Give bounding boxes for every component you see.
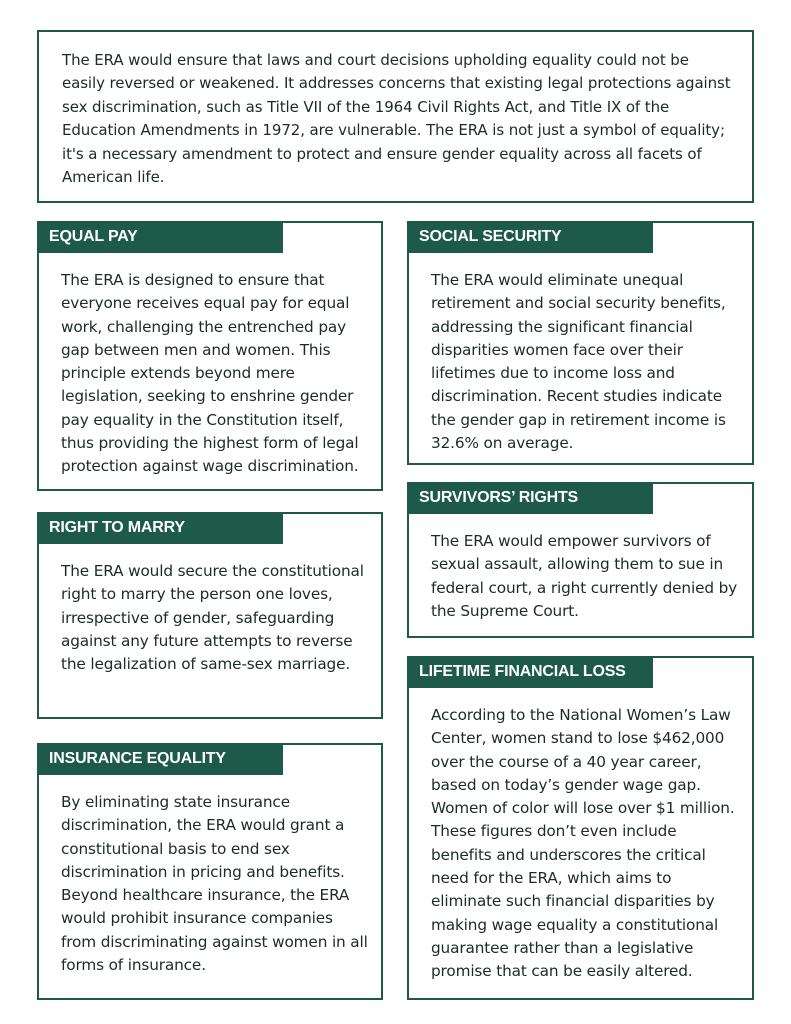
card-survivors-rights bbox=[407, 482, 754, 638]
card-body: According to the National Women’s Law Center, women stand to lose $462,000 over the course of a 40 year career, based on today’s gender wage gap. Women of color will lose over $1 million. These figures don’t even include benefits and underscores the critical need for the ERA, which aims to eliminate such financial disparities by making wage equality a constitutional guarantee rather than a legislative promise that can be easily altered. bbox=[431, 706, 735, 981]
card-body: The ERA is designed to ensure that everyone receives equal pay for equal work, challenging the entrenched pay gap between men and women. This principle extends beyond mere legislation, seeking to enshrine gender pay equality in the Constitution itself, thus providing the highest form of legal protection against wage discrimination. bbox=[61, 271, 359, 476]
card-body: The ERA would secure the constitutional right to marry the person one loves, irrespective of gender, safeguarding against any future attempts to reverse the legalization of same-sex marriage. bbox=[61, 562, 364, 674]
card-title: LIFETIME FINANCIAL LOSS bbox=[407, 656, 653, 688]
card-title: SOCIAL SECURITY bbox=[407, 221, 653, 253]
intro-box bbox=[37, 30, 754, 203]
card-right-to-marry bbox=[37, 512, 383, 719]
card-title: SURVIVORS’ RIGHTS bbox=[407, 482, 653, 514]
card-body: By eliminating state insurance discrimination, the ERA would grant a constitutional basis to end sex discrimination in pricing and benefits. Beyond healthcare insurance, the ERA would prohibit insurance companies from discriminating against women in all forms of insurance. bbox=[61, 793, 368, 975]
card-title: INSURANCE EQUALITY bbox=[37, 743, 283, 775]
card-body: The ERA would eliminate unequal retirement and social security benefits, addressing the significant financial disparities women face over their lifetimes due to income loss and discrimination. Recent studies indicate the gender gap in retirement income is 32.6% on average. bbox=[431, 271, 726, 453]
card-body: The ERA would empower survivors of sexual assault, allowing them to sue in federal court, a right currently denied by the Supreme Court. bbox=[431, 532, 738, 620]
intro-text: The ERA would ensure that laws and court decisions upholding equality could not be easily reversed or weakened. It addresses concerns that existing legal protections against sex discrimination, such as Title VII of the 1964 Civil Rights Act, and Title IX of the Education Amendments in 1972, are vulnerable. The ERA is not just a symbol of equality; it's a necessary amendment to protect and ensure gender equality across all facets of American life. bbox=[62, 51, 731, 187]
card-title: RIGHT TO MARRY bbox=[37, 512, 283, 544]
card-title: EQUAL PAY bbox=[37, 221, 283, 253]
card-insurance-equality bbox=[37, 743, 383, 1000]
card-equal-pay bbox=[37, 221, 383, 491]
card-social-security bbox=[407, 221, 754, 465]
card-lifetime-financial-loss bbox=[407, 656, 754, 1000]
